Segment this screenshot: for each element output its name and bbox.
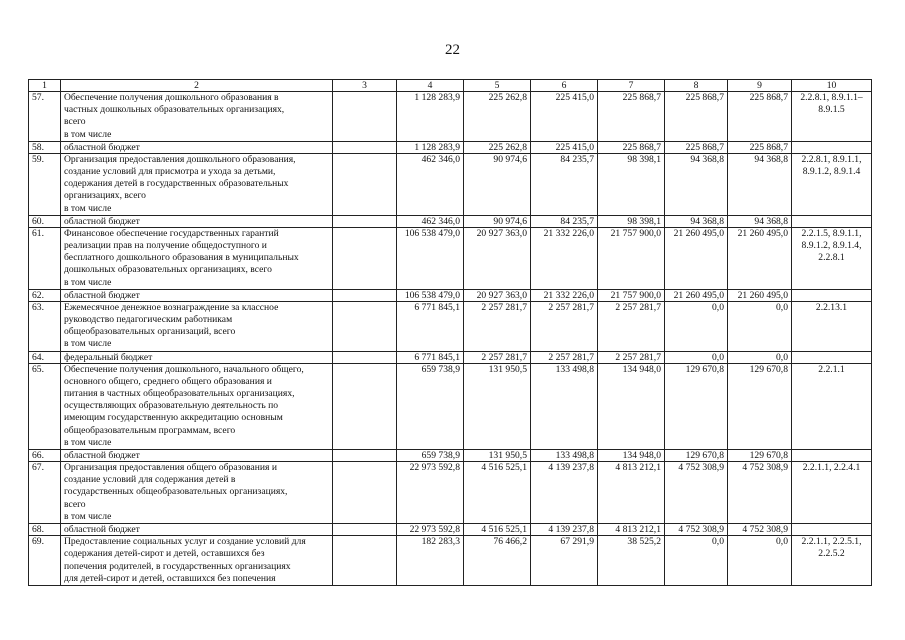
value-cell-5: 4 516 525,1: [464, 462, 531, 524]
value-cell-7: 134 948,0: [598, 450, 665, 462]
reference-line: 2.2.13.1: [815, 301, 848, 313]
value-cell-5: 131 950,5: [464, 450, 531, 462]
table-row: [29, 363, 872, 449]
value-cell-8: 225 868,7: [665, 141, 728, 153]
reference-line: 2.2.8.1: [818, 252, 845, 264]
description-line: в том числе: [64, 338, 112, 350]
value-cell-8: 129 670,8: [665, 363, 728, 449]
column-3-cell: [333, 363, 397, 449]
description-line: руководство педагогическим работникам: [64, 314, 233, 326]
value-cell-4: 6 771 845,1: [397, 351, 464, 363]
row-number: 66.: [29, 450, 61, 462]
description-line: Организация предоставления общего образования и: [64, 462, 278, 474]
row-description: [61, 215, 333, 227]
value-cell-9: 129 670,8: [728, 450, 792, 462]
value-cell-8: 0,0: [665, 351, 728, 363]
description-line: дошкольных образовательных организациях, всего: [64, 264, 272, 276]
description-line: создание условий для содержания детей в: [64, 474, 236, 486]
value-cell-6: 21 332 226,0: [531, 289, 598, 301]
value-cell-5: 20 927 363,0: [464, 289, 531, 301]
value-cell-9: 4 752 308,9: [728, 462, 792, 524]
reference-cell: [792, 351, 872, 363]
value-cell-6: 4 139 237,8: [531, 524, 598, 536]
row-description: [61, 141, 333, 153]
value-cell-5: 90 974,6: [464, 215, 531, 227]
row-number: 68.: [29, 524, 61, 536]
value-cell-7: 98 398,1: [598, 215, 665, 227]
value-cell-8: 129 670,8: [665, 450, 728, 462]
row-description: [61, 363, 333, 449]
reference-line: 2.2.1.1, 2.2.4.1: [802, 462, 861, 474]
description-line: областной бюджет: [64, 450, 140, 462]
reference-cell: [792, 462, 872, 524]
row-number: 59.: [29, 153, 61, 215]
value-cell-4: 106 538 479,0: [397, 227, 464, 289]
table-header-row: [29, 80, 872, 92]
description-line: частных дошкольных образовательных организациях,: [64, 104, 285, 116]
reference-cell: [792, 92, 872, 142]
value-cell-8: 21 260 495,0: [665, 227, 728, 289]
row-number: 63.: [29, 301, 61, 351]
value-cell-7: 2 257 281,7: [598, 301, 665, 351]
header-cell: 5: [464, 80, 531, 92]
table-row: [29, 524, 872, 536]
description-line: всего: [64, 116, 86, 128]
description-line: создание условий для присмотра и ухода за детьми,: [64, 166, 276, 178]
description-line: для детей-сирот и детей, оставшихся без попечения: [64, 572, 276, 584]
header-cell: 6: [531, 80, 598, 92]
row-description: [61, 450, 333, 462]
reference-cell: [792, 215, 872, 227]
description-line: областной бюджет: [64, 289, 140, 301]
value-cell-6: 2 257 281,7: [531, 301, 598, 351]
reference-cell: [792, 301, 872, 351]
row-number: 61.: [29, 227, 61, 289]
reference-line: 2.2.8.1, 8.9.1.1,: [801, 153, 862, 165]
value-cell-7: 2 257 281,7: [598, 351, 665, 363]
row-description: [61, 462, 333, 524]
description-line: основного общего, среднего общего образования и: [64, 375, 272, 387]
row-description: [61, 351, 333, 363]
value-cell-4: 1 128 283,9: [397, 141, 464, 153]
value-cell-5: 2 257 281,7: [464, 301, 531, 351]
reference-line: 8.9.1.2, 8.9.1.4,: [801, 240, 862, 252]
value-cell-5: 131 950,5: [464, 363, 531, 449]
reference-line: 8.9.1.5: [818, 104, 845, 116]
value-cell-8: 4 752 308,9: [665, 462, 728, 524]
header-cell: 3: [333, 80, 397, 92]
row-number: 62.: [29, 289, 61, 301]
value-cell-7: 4 813 212,1: [598, 462, 665, 524]
value-cell-5: 90 974,6: [464, 153, 531, 215]
reference-cell: [792, 227, 872, 289]
header-cell: 9: [728, 80, 792, 92]
row-description: [61, 92, 333, 142]
value-cell-8: 4 752 308,9: [665, 524, 728, 536]
value-cell-6: 2 257 281,7: [531, 351, 598, 363]
description-line: Ежемесячное денежное вознаграждение за классное: [64, 301, 279, 313]
table-row: [29, 141, 872, 153]
value-cell-5: 2 257 281,7: [464, 351, 531, 363]
row-number: 69.: [29, 536, 61, 586]
description-line: в том числе: [64, 128, 112, 140]
header-cell: 4: [397, 80, 464, 92]
description-line: содержания детей-сирот и детей, оставшихся без: [64, 548, 265, 560]
description-line: реализации прав на получение общедоступного и: [64, 240, 267, 252]
value-cell-9: 129 670,8: [728, 363, 792, 449]
description-line: Организация предоставления дошкольного образования,: [64, 153, 296, 165]
reference-cell: [792, 450, 872, 462]
reference-line: 2.2.5.2: [818, 548, 845, 560]
table-row: [29, 215, 872, 227]
reference-cell: [792, 289, 872, 301]
description-line: осуществляющих образовательную деятельность по: [64, 400, 279, 412]
value-cell-4: 659 738,9: [397, 363, 464, 449]
value-cell-5: 76 466,2: [464, 536, 531, 586]
table-row: [29, 227, 872, 289]
description-line: государственных общеобразовательных организациях,: [64, 486, 288, 498]
value-cell-9: 225 868,7: [728, 141, 792, 153]
column-3-cell: [333, 536, 397, 586]
value-cell-4: 6 771 845,1: [397, 301, 464, 351]
value-cell-6: 4 139 237,8: [531, 462, 598, 524]
table-row: [29, 92, 872, 142]
value-cell-9: 225 868,7: [728, 92, 792, 142]
value-cell-7: 225 868,7: [598, 141, 665, 153]
row-number: 57.: [29, 92, 61, 142]
reference-cell: [792, 141, 872, 153]
value-cell-4: 462 346,0: [397, 215, 464, 227]
value-cell-9: 94 368,8: [728, 153, 792, 215]
reference-cell: [792, 536, 872, 586]
header-cell: 2: [61, 80, 333, 92]
table-row: [29, 153, 872, 215]
value-cell-6: 21 332 226,0: [531, 227, 598, 289]
value-cell-7: 98 398,1: [598, 153, 665, 215]
value-cell-4: 182 283,3: [397, 536, 464, 586]
row-description: [61, 536, 333, 586]
description-line: питания в частных общеобразовательных организациях,: [64, 388, 295, 400]
value-cell-6: 133 498,8: [531, 450, 598, 462]
reference-cell: [792, 363, 872, 449]
value-cell-9: 21 260 495,0: [728, 289, 792, 301]
budget-table: [28, 79, 872, 586]
description-line: всего: [64, 498, 86, 510]
table-row: [29, 289, 872, 301]
value-cell-7: 4 813 212,1: [598, 524, 665, 536]
value-cell-6: 84 235,7: [531, 215, 598, 227]
column-3-cell: [333, 462, 397, 524]
column-3-cell: [333, 450, 397, 462]
reference-line: 2.2.1.1, 2.2.5.1,: [801, 536, 862, 548]
row-number: 65.: [29, 363, 61, 449]
table-row: [29, 536, 872, 586]
description-line: в том числе: [64, 436, 112, 448]
reference-line: 8.9.1.2, 8.9.1.4: [802, 166, 861, 178]
value-cell-9: 94 368,8: [728, 215, 792, 227]
value-cell-8: 225 868,7: [665, 92, 728, 142]
description-line: общеобразовательных организаций, всего: [64, 326, 236, 338]
column-3-cell: [333, 215, 397, 227]
reference-cell: [792, 153, 872, 215]
header-cell: 1: [29, 80, 61, 92]
table-row: [29, 351, 872, 363]
description-line: имеющим государственную аккредитацию основным: [64, 412, 283, 424]
description-line: общеобразовательным программам, всего: [64, 424, 236, 436]
value-cell-6: 84 235,7: [531, 153, 598, 215]
description-line: бесплатного дошкольного образования в муниципальных: [64, 252, 299, 264]
table-row: [29, 462, 872, 524]
value-cell-7: 134 948,0: [598, 363, 665, 449]
value-cell-7: 21 757 900,0: [598, 289, 665, 301]
value-cell-4: 22 973 592,8: [397, 524, 464, 536]
value-cell-5: 4 516 525,1: [464, 524, 531, 536]
description-line: попечения родителей, в государственных организациях: [64, 560, 291, 572]
column-3-cell: [333, 141, 397, 153]
description-line: в том числе: [64, 510, 112, 522]
value-cell-4: 462 346,0: [397, 153, 464, 215]
description-line: Обеспечение получения дошкольного, начального общего,: [64, 363, 304, 375]
value-cell-5: 225 262,8: [464, 141, 531, 153]
value-cell-9: 0,0: [728, 301, 792, 351]
description-line: Обеспечение получения дошкольного образования в: [64, 92, 279, 103]
value-cell-4: 22 973 592,8: [397, 462, 464, 524]
row-number: 67.: [29, 462, 61, 524]
value-cell-9: 4 752 308,9: [728, 524, 792, 536]
reference-line: 2.2.8.1, 8.9.1.1–: [800, 92, 863, 103]
value-cell-6: 225 415,0: [531, 141, 598, 153]
value-cell-8: 0,0: [665, 536, 728, 586]
value-cell-8: 94 368,8: [665, 153, 728, 215]
value-cell-8: 94 368,8: [665, 215, 728, 227]
description-line: содержания детей в государственных образовательных: [64, 178, 289, 190]
reference-cell: [792, 524, 872, 536]
row-description: [61, 289, 333, 301]
header-cell: 7: [598, 80, 665, 92]
row-number: 64.: [29, 351, 61, 363]
value-cell-4: 659 738,9: [397, 450, 464, 462]
value-cell-9: 21 260 495,0: [728, 227, 792, 289]
value-cell-9: 0,0: [728, 351, 792, 363]
description-line: в том числе: [64, 202, 112, 214]
value-cell-7: 21 757 900,0: [598, 227, 665, 289]
value-cell-6: 133 498,8: [531, 363, 598, 449]
value-cell-8: 0,0: [665, 301, 728, 351]
row-number: 58.: [29, 141, 61, 153]
description-line: организациях, всего: [64, 190, 146, 202]
header-cell: 8: [665, 80, 728, 92]
value-cell-6: 225 415,0: [531, 92, 598, 142]
description-line: Финансовое обеспечение государственных гарантий: [64, 227, 279, 239]
column-3-cell: [333, 153, 397, 215]
value-cell-6: 67 291,9: [531, 536, 598, 586]
row-description: [61, 301, 333, 351]
value-cell-5: 20 927 363,0: [464, 227, 531, 289]
column-3-cell: [333, 351, 397, 363]
description-line: федеральный бюджет: [64, 351, 153, 363]
reference-line: 2.2.1.5, 8.9.1.1,: [801, 227, 862, 239]
description-line: областной бюджет: [64, 524, 140, 536]
description-line: Предоставление социальных услуг и создание условий для: [64, 536, 306, 548]
value-cell-8: 21 260 495,0: [665, 289, 728, 301]
value-cell-7: 38 525,2: [598, 536, 665, 586]
column-3-cell: [333, 301, 397, 351]
column-3-cell: [333, 524, 397, 536]
column-3-cell: [333, 289, 397, 301]
row-number: 60.: [29, 215, 61, 227]
value-cell-7: 225 868,7: [598, 92, 665, 142]
description-line: областной бюджет: [64, 141, 140, 153]
header-cell: 10: [792, 80, 872, 92]
value-cell-4: 106 538 479,0: [397, 289, 464, 301]
row-description: [61, 524, 333, 536]
value-cell-9: 0,0: [728, 536, 792, 586]
row-description: [61, 153, 333, 215]
row-description: [61, 227, 333, 289]
reference-line: 2.2.1.1: [818, 363, 845, 375]
column-3-cell: [333, 227, 397, 289]
table-row: [29, 301, 872, 351]
description-line: в том числе: [64, 276, 112, 288]
column-3-cell: [333, 92, 397, 142]
value-cell-4: 1 128 283,9: [397, 92, 464, 142]
page-number: 22: [445, 42, 460, 58]
table-row: [29, 450, 872, 462]
description-line: областной бюджет: [64, 215, 140, 227]
value-cell-5: 225 262,8: [464, 92, 531, 142]
